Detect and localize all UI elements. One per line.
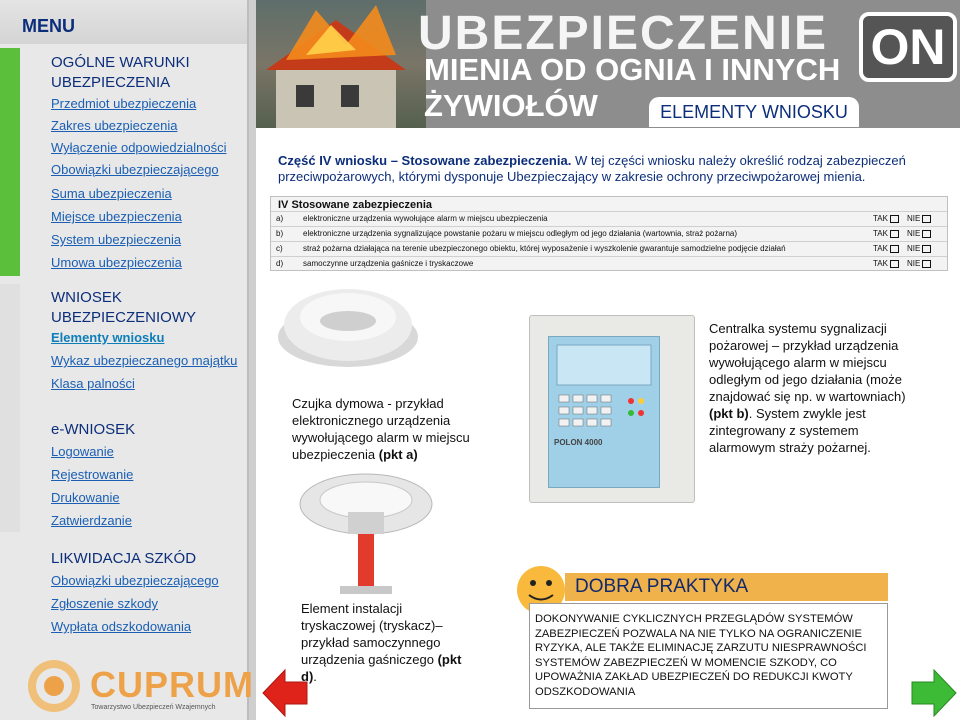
sidebar-menu xyxy=(0,0,256,720)
form-row xyxy=(271,211,947,226)
nav-zakres-ubezpieczenia[interactable]: Zakres ubezpieczenia xyxy=(51,118,178,133)
yes-label: TAK xyxy=(873,214,888,223)
no-option[interactable] xyxy=(907,259,931,268)
nav-miejsce-ubezpieczenia[interactable]: Miejsce ubezpieczenia xyxy=(51,209,182,224)
nav-elementy-wniosku[interactable]: Elementy wniosku xyxy=(51,330,165,345)
yes-option[interactable] xyxy=(873,244,899,253)
no-checkbox[interactable] xyxy=(922,215,931,223)
row-text: elektroniczne urządzenia sygnalizujące powstanie pożaru w miejscu odległym od jego działania (wartownia, straż pożarna) xyxy=(303,229,738,238)
sidebar-divider xyxy=(247,0,256,720)
no-checkbox[interactable] xyxy=(922,260,931,268)
yes-label: TAK xyxy=(873,244,888,253)
smoke-caption-bold: (pkt a) xyxy=(378,447,418,462)
next-arrow-icon[interactable] xyxy=(910,666,958,720)
nav-obowiazki-ubezpieczajacego[interactable]: Obowiązki ubezpieczającego xyxy=(51,162,219,177)
yes-option[interactable] xyxy=(873,259,899,268)
no-label: NIE xyxy=(907,259,921,268)
no-checkbox[interactable] xyxy=(922,230,931,238)
nav-przedmiot-ubezpieczenia[interactable]: Przedmiot ubezpieczenia xyxy=(51,96,197,111)
row-text: elektroniczne urządzenia wywołujące alarm w miejscu ubezpieczenia xyxy=(303,214,548,223)
nav-wylaczenie-odpowiedzialnosci[interactable]: Wyłączenie odpowiedzialności xyxy=(51,140,227,155)
form-table-heading: IV Stosowane zabezpieczenia xyxy=(278,199,433,211)
section-heading-e-application: e-WNIOSEK xyxy=(51,421,136,438)
logo-name: CUPRUM xyxy=(90,664,254,705)
nav-system-ubezpieczenia[interactable]: System ubezpieczenia xyxy=(51,232,182,247)
panel-caption-text: Centralka systemu sygnalizacji pożarowej – przykład urządzenia wywołującego alarm w miejscu odległym od jego działania (może znajdować się np. w wartowniach) xyxy=(709,321,906,404)
intro-text xyxy=(278,153,948,185)
nav-suma-ubezpieczenia[interactable]: Suma ubezpieczenia xyxy=(51,186,172,201)
nav-logowanie[interactable]: Logowanie xyxy=(51,444,114,459)
row-text: samoczynne urządzenia gaśnicze i tryskaczowe xyxy=(303,259,474,268)
yes-option[interactable] xyxy=(873,229,899,238)
banner-subtitle: MIENIA OD OGNIA I INNYCH ŻYWIOŁÓW xyxy=(424,52,841,123)
yes-checkbox[interactable] xyxy=(890,215,899,223)
nav-klasa-palnosci[interactable]: Klasa palności xyxy=(51,376,135,391)
yes-label: TAK xyxy=(873,259,888,268)
good-practice-title: DOBRA PRAKTYKA xyxy=(575,576,749,597)
intro-body: W tej części wniosku należy określić rodzaj zabezpieczeń przeciwpożarowych, którymi dysponuje Ubezpieczający w zakresie ochrony przeciwpożarowej mienia. xyxy=(278,153,906,184)
nav-wyplata-odszkodowania[interactable]: Wypłata odszkodowania xyxy=(51,619,192,634)
row-letter: a) xyxy=(276,214,284,223)
good-practice-text: DOKONYWANIE CYKLICZNYCH PRZEGLĄDÓW SYSTEMÓW ZABEZPIECZEŃ POZWALA NA NIE TYLKO NA OGRANICZENIE RYZYKA, ALE TAKŻE ELIMINACJĘ ZARZUTU NIESPRAWNOŚCI SYSTEMÓW ZABEZPIECZEŃ W MOMENCIE SZKODY, CO UPOWAŻNIA ZAKŁAD UBEZPIECZEŃ DO REDUKCJI KWOTY ODSZKODOWANIA xyxy=(535,613,867,698)
menu-title: MENU xyxy=(22,16,75,36)
nav-zatwierdzanie[interactable]: Zatwierdzanie xyxy=(51,513,132,528)
previous-arrow-icon[interactable] xyxy=(261,666,309,720)
no-option[interactable] xyxy=(907,214,931,223)
sprinkler-caption-bold: (pkt d) xyxy=(301,652,462,684)
banner-title: UBEZPIECZENIE xyxy=(418,7,829,60)
row-letter: c) xyxy=(276,244,283,253)
banner-badge: ON xyxy=(859,12,957,82)
intro-bold: Część IV wniosku – Stosowane zabezpieczenia. xyxy=(278,153,572,168)
yes-checkbox[interactable] xyxy=(890,230,899,238)
cuprum-logo xyxy=(26,658,254,716)
row-letter: b) xyxy=(276,229,284,238)
panel-brand-label: POLON 4000 xyxy=(554,438,603,447)
nav-rejestrowanie[interactable]: Rejestrowanie xyxy=(51,467,134,482)
sidebar-accent-rail xyxy=(0,48,20,276)
row-text: straż pożarna działająca na terenie ubezpieczonego obiektu, której wyposażenie i wyszkolenie gwarantuje samodzielne podjęcie działań xyxy=(303,244,786,253)
no-option[interactable] xyxy=(907,244,931,253)
form-section-iv-table xyxy=(270,196,948,271)
smoke-caption-text: Czujka dymowa - przykład elektronicznego urządzenia wywołującego alarm w miejscu ubezpieczenia xyxy=(292,396,470,462)
burning-house-image xyxy=(256,0,426,128)
yes-option[interactable] xyxy=(873,214,899,223)
nav-obowiazki-ubezpieczajacego-claims[interactable]: Obowiązki ubezpieczającego xyxy=(51,573,219,588)
sprinkler-caption-text: Element instalacji tryskaczowej (tryskacz)– przykład samoczynnego urządzenia gaśniczego xyxy=(301,601,443,667)
section-heading-general-terms: OGÓLNE WARUNKI UBEZPIECZENIA xyxy=(51,54,190,91)
fire-panel-caption xyxy=(709,320,909,456)
fire-alarm-panel-image xyxy=(529,315,695,503)
no-checkbox[interactable] xyxy=(922,245,931,253)
row-letter: d) xyxy=(276,259,284,268)
nav-zgloszenie-szkody[interactable]: Zgłoszenie szkody xyxy=(51,596,158,611)
nav-wykaz-majatku[interactable]: Wykaz ubezpieczanego majątku xyxy=(51,353,238,368)
section-heading-application: WNIOSEK UBEZPIECZENIOWY xyxy=(51,289,197,326)
yes-label: TAK xyxy=(873,229,888,238)
panel-screen xyxy=(548,336,660,488)
nav-drukowanie[interactable]: Drukowanie xyxy=(51,490,120,505)
smoke-detector-image xyxy=(276,275,426,380)
form-row xyxy=(271,226,947,241)
no-label: NIE xyxy=(907,214,921,223)
sprinkler-caption xyxy=(301,600,473,685)
panel-caption-bold: (pkt b) xyxy=(709,406,749,421)
yes-checkbox[interactable] xyxy=(890,245,899,253)
no-option[interactable] xyxy=(907,229,931,238)
sprinkler-image xyxy=(296,468,436,613)
sidebar-accent-rail xyxy=(0,284,20,532)
no-label: NIE xyxy=(907,244,921,253)
panel-caption-text2: . System zwykle jest zintegrowany z systemem alarmowym straży pożarnej. xyxy=(709,406,871,455)
section-heading-claims: LIKWIDACJA SZKÓD xyxy=(51,550,197,567)
smoke-detector-caption xyxy=(292,395,488,463)
form-row xyxy=(271,241,947,256)
yes-checkbox[interactable] xyxy=(890,260,899,268)
cuprum-emblem-icon xyxy=(26,658,82,714)
form-row xyxy=(271,256,947,271)
header-banner xyxy=(256,0,960,128)
logo-subtitle: Towarzystwo Ubezpieczeń Wzajemnych xyxy=(91,704,216,711)
section-label: ELEMENTY WNIOSKU xyxy=(649,97,859,127)
no-label: NIE xyxy=(907,229,921,238)
nav-umowa-ubezpieczenia[interactable]: Umowa ubezpieczenia xyxy=(51,255,182,270)
sprinkler-caption-text2: . xyxy=(313,669,317,684)
